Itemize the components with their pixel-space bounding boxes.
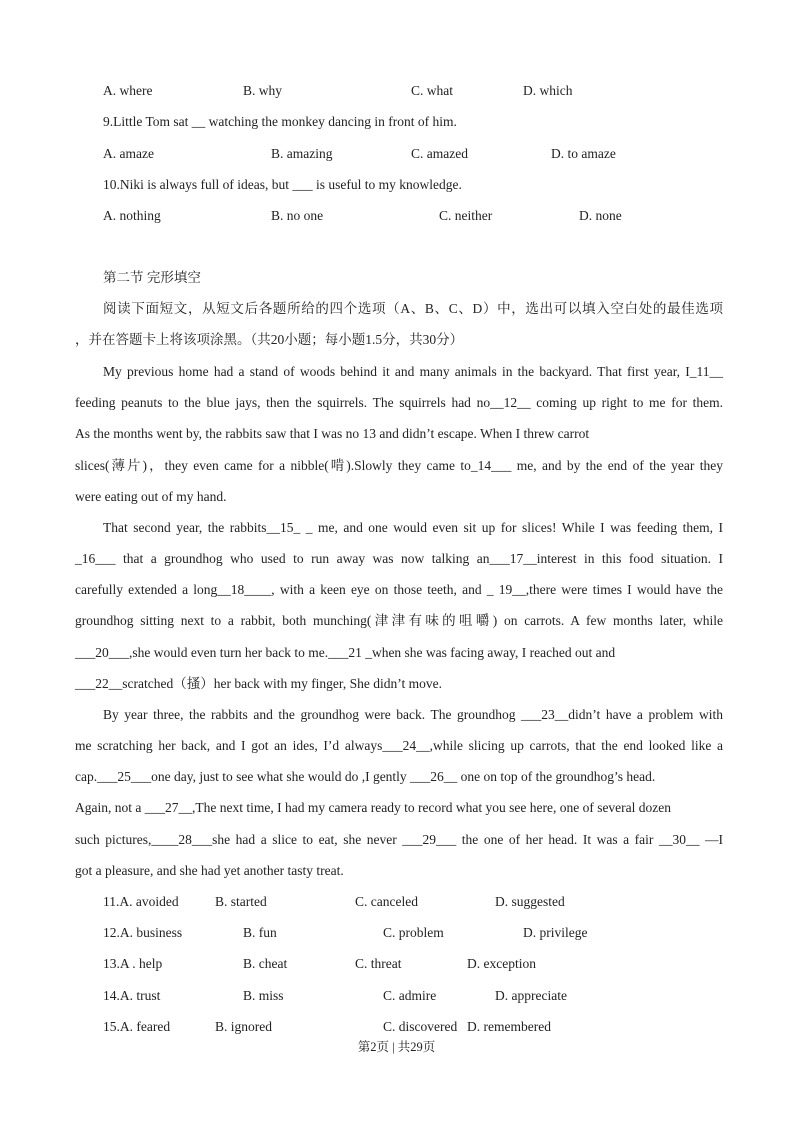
option: B. cheat	[243, 956, 288, 971]
question-stem: 9.Little Tom sat __ watching the monkey dancing in front of him.	[103, 114, 457, 129]
option: C. admire	[383, 988, 437, 1003]
passage-line: slices(薄片)，they even came for a nibble(啃).Slowly they came to_14___ me, and by the end of the year they	[75, 458, 723, 473]
passage-line: That second year, the rabbits__15_ _ me, and one would even sit up for slices! While I was feeding them, I	[103, 520, 723, 535]
passage-line: carefully extended a long__18____, with a keen eye on those teeth, and _ 19__,there were times I would have the	[75, 582, 723, 597]
cloze-options-13	[0, 954, 793, 974]
instruction-line: ，并在答题卡上将该项涂黑。（共20小题；每小题1.5分，共30分）	[75, 332, 464, 347]
option: 11.A. avoided	[103, 894, 179, 909]
passage-line: As the months went by, the rabbits saw that I was no 13 and didn’t escape. When I threw carrot	[75, 426, 590, 441]
passage-line: My previous home had a stand of woods behind it and many animals in the backyard. That first year, I_11__	[103, 364, 723, 379]
option: 14.A. trust	[103, 988, 161, 1003]
passage-line: Again, not a ___27__,The next time, I had my camera ready to record what you see here, one of several dozen	[75, 800, 672, 815]
option: C. discovered	[383, 1019, 458, 1034]
option: A. amaze	[103, 146, 154, 161]
instruction-line: 阅读下面短文，从短文后各题所给的四个选项（A、B、C、D）中，选出可以填入空白处的最佳选项	[103, 301, 723, 316]
passage-line: were eating out of my hand.	[75, 489, 227, 504]
passage-line: cap.___25___one day, just to see what she would do ,I gently ___26__ one on top of the groundhog’s head.	[75, 769, 656, 784]
cloze-options-11	[0, 892, 793, 912]
passage-line: got a pleasure, and she had yet another tasty treat.	[75, 863, 344, 878]
q9-options	[0, 144, 793, 164]
option: B. fun	[243, 925, 277, 940]
option: D. exception	[467, 956, 536, 971]
option: 13.A . help	[103, 956, 163, 971]
cloze-options-15	[0, 1017, 793, 1037]
option: D. privilege	[523, 925, 588, 940]
q9-stem-row	[0, 112, 793, 132]
question-stem: 10.Niki is always full of ideas, but ___ is useful to my knowledge.	[103, 177, 462, 192]
page-footer: 第2页 | 共29页	[357, 1040, 436, 1054]
option: D. which	[523, 83, 573, 98]
option: D. appreciate	[495, 988, 567, 1003]
option: D. remembered	[467, 1019, 551, 1034]
option: C. canceled	[355, 894, 418, 909]
option: D. suggested	[495, 894, 565, 909]
option: B. started	[215, 894, 267, 909]
passage-line: groundhog sitting next to a rabbit, both munching(津津有味的咀嚼) on carrots. A few months later, while	[75, 613, 723, 628]
passage-line: feeding peanuts to the blue jays, then the squirrels. The squirrels had no__12__ coming up right to me for them.	[75, 395, 723, 410]
cloze-options-12	[0, 923, 793, 943]
passage-line: ___22__scratched（搔）her back with my finger, She didn’t move.	[75, 676, 443, 691]
section-heading: 第二节 完形填空	[103, 270, 201, 285]
option: B. miss	[243, 988, 284, 1003]
passage-line: By year three, the rabbits and the groundhog were back. The groundhog ___23__didn’t have a problem with	[103, 707, 723, 722]
option: B. ignored	[215, 1019, 272, 1034]
q10-stem-row	[0, 175, 793, 195]
option: C. what	[411, 83, 453, 98]
option: C. neither	[439, 208, 493, 223]
passage-line: me scratching her back, and I got an ides, I’d always___24__,while slicing up carrots, that the end looked like a	[75, 738, 723, 753]
option: 15.A. feared	[103, 1019, 171, 1034]
q10-options	[0, 206, 793, 226]
option: C. amazed	[411, 146, 468, 161]
option: A. nothing	[103, 208, 161, 223]
option: A. where	[103, 83, 153, 98]
option: D. to amaze	[551, 146, 616, 161]
option: D. none	[579, 208, 622, 223]
passage-line: ___20___,she would even turn her back to me.___21 _when she was facing away, I reached out and	[75, 645, 616, 660]
q8-options	[0, 81, 793, 101]
passage-line: such pictures,____28___she had a slice to eat, she never ___29___ the one of her head. It was a fair __30__ —I	[75, 832, 723, 847]
option: B. no one	[271, 208, 324, 223]
option: C. threat	[355, 956, 402, 971]
passage-line: _16___ that a groundhog who used to run away was now talking an___17__interest in this food situation. I	[75, 551, 723, 566]
option: C. problem	[383, 925, 444, 940]
option: B. amazing	[271, 146, 333, 161]
cloze-options-14	[0, 986, 793, 1006]
option: 12.A. business	[103, 925, 183, 940]
option: B. why	[243, 83, 283, 98]
